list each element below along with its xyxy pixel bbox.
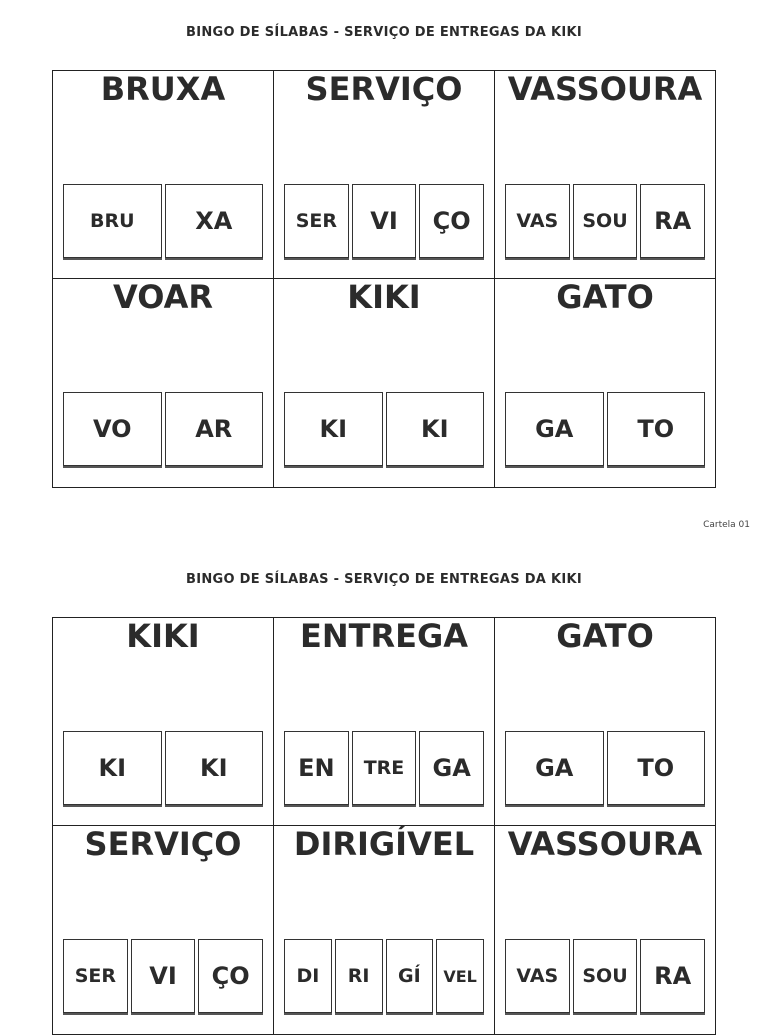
- card-title: BINGO DE SÍLABAS - SERVIÇO DE ENTREGAS DA KIKI: [186, 572, 582, 587]
- syllable-row: [284, 392, 484, 466]
- bingo-cell: [274, 71, 495, 279]
- syllable-box: SOU: [573, 939, 638, 1013]
- syllable-row: [63, 939, 263, 1013]
- syllable-box: AR: [165, 392, 264, 466]
- cell-word: SERVIÇO: [305, 70, 463, 108]
- cell-word: BRUXA: [100, 70, 226, 108]
- cell-word: DIRIGÍVEL: [293, 825, 475, 863]
- bingo-cell: [53, 618, 274, 826]
- syllable-box: VI: [352, 184, 417, 258]
- syllable-box: SER: [63, 939, 128, 1013]
- syllable-box: VAS: [505, 939, 570, 1013]
- cell-word: VASSOURA: [507, 825, 703, 863]
- syllable-box: BRU: [63, 184, 162, 258]
- bingo-cell: [274, 618, 495, 826]
- bingo-cell: [495, 279, 715, 487]
- syllable-box: TO: [607, 731, 706, 805]
- syllable-box: ÇO: [419, 184, 484, 258]
- syllable-box: SER: [284, 184, 349, 258]
- syllable-box: RA: [640, 184, 705, 258]
- syllable-box: GA: [505, 731, 604, 805]
- bingo-cell: [495, 71, 715, 279]
- card-label: Cartela 01: [703, 520, 750, 530]
- syllable-box: TRE: [352, 731, 417, 805]
- cell-word: KIKI: [126, 617, 200, 655]
- bingo-cell: [274, 826, 495, 1034]
- bingo-grid: [52, 70, 716, 488]
- syllable-box: EN: [284, 731, 349, 805]
- syllable-box: VO: [63, 392, 162, 466]
- syllable-box: DI: [284, 939, 332, 1013]
- syllable-box: KI: [386, 392, 485, 466]
- syllable-row: [284, 184, 484, 258]
- syllable-row: [505, 184, 705, 258]
- cell-word: KIKI: [347, 278, 421, 316]
- syllable-box: RI: [335, 939, 383, 1013]
- cell-word: ENTREGA: [300, 617, 468, 655]
- card-title: BINGO DE SÍLABAS - SERVIÇO DE ENTREGAS DA KIKI: [186, 25, 582, 40]
- syllable-row: [505, 392, 705, 466]
- syllable-box: GÍ: [386, 939, 434, 1013]
- syllable-box: KI: [63, 731, 162, 805]
- cell-word: GATO: [556, 278, 654, 316]
- syllable-row: [63, 184, 263, 258]
- syllable-row: [63, 731, 263, 805]
- syllable-row: [505, 939, 705, 1013]
- syllable-box: GA: [505, 392, 604, 466]
- syllable-box: XA: [165, 184, 264, 258]
- syllable-box: KI: [284, 392, 383, 466]
- syllable-box: VEL: [436, 939, 484, 1013]
- syllable-box: ÇO: [198, 939, 263, 1013]
- syllable-box: VI: [131, 939, 196, 1013]
- bingo-cell: [53, 279, 274, 487]
- bingo-cell: [495, 826, 715, 1034]
- syllable-box: RA: [640, 939, 705, 1013]
- bingo-cell: [53, 826, 274, 1034]
- syllable-row: [284, 731, 484, 805]
- syllable-box: GA: [419, 731, 484, 805]
- cell-word: SERVIÇO: [84, 825, 242, 863]
- bingo-cell: [53, 71, 274, 279]
- syllable-box: KI: [165, 731, 264, 805]
- syllable-row: [284, 939, 484, 1013]
- bingo-cell: [274, 279, 495, 487]
- syllable-box: TO: [607, 392, 706, 466]
- syllable-box: SOU: [573, 184, 638, 258]
- cell-word: VOAR: [113, 278, 213, 316]
- syllable-row: [505, 731, 705, 805]
- syllable-box: VAS: [505, 184, 570, 258]
- cell-word: GATO: [556, 617, 654, 655]
- bingo-cell: [495, 618, 715, 826]
- bingo-grid: [52, 617, 716, 1035]
- syllable-row: [63, 392, 263, 466]
- cell-word: VASSOURA: [507, 70, 703, 108]
